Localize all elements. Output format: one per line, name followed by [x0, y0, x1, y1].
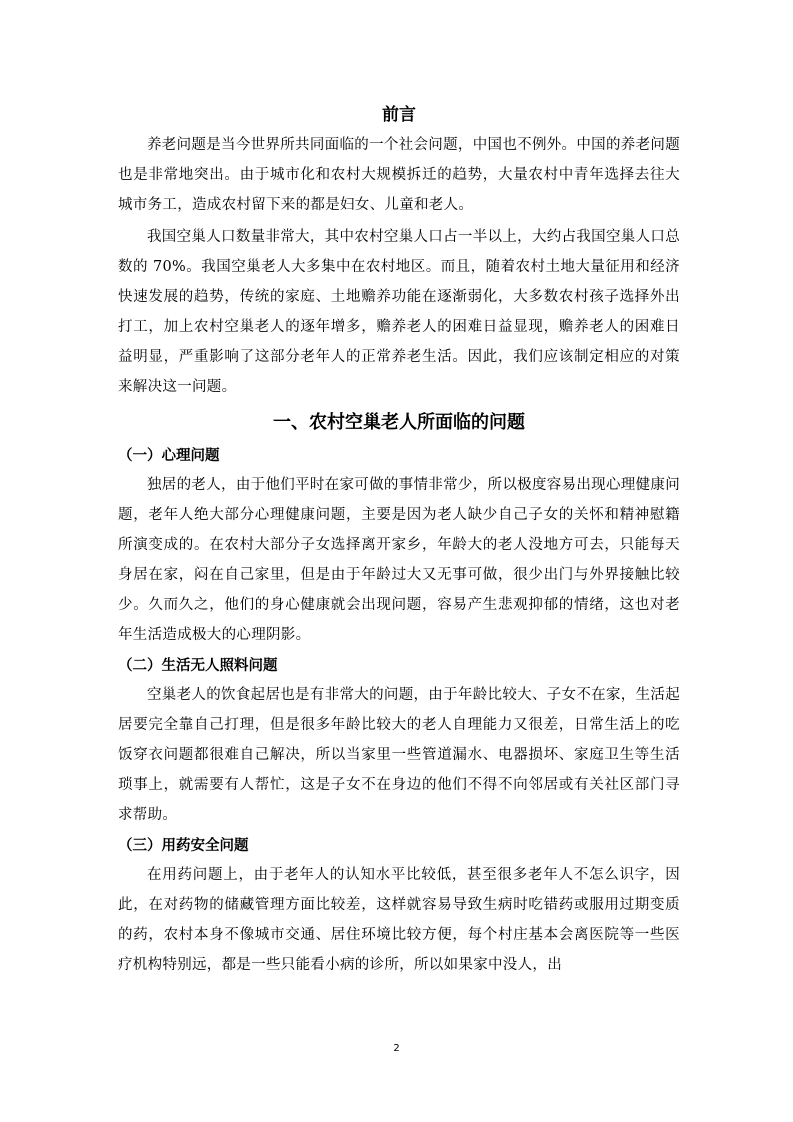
- subsection-1-title: （一）心理问题: [118, 448, 220, 464]
- subsection-1-paragraph: 独居的老人，由于他们平时在家可做的事情非常少，所以极度容易出现心理健康问题，老年人绝大部分心理健康问题，主要是因为老人缺少自己子女的关怀和精神慰籍所演变成的。在农村大部分子女选择离开家乡，年龄大的老人没地方可去，只能每天身居在家，闷在自己家里，但是由于年龄过大又无事可做，很少出门与外界接触比较少。久而久之，他们的身心健康就会出现问题，容易产生悲观抑郁的情绪，这也对老年生活造成极大的心理阴影。: [118, 477, 680, 643]
- preface-title: 前言: [382, 105, 416, 125]
- preface-paragraph-2: 我国空巢人口数量非常大，其中农村空巢人口占一半以上，大约占我国空巢人口总数的 70%。我国空巢老人大多集中在农村地区。而且，随着农村土地大量征用和经济快速发展的趋势，传统的家庭、土地赡养功能在逐渐弱化，大多数农村孩子选择外出打工，加上农村空巢老人的逐年增多，赡养老人的困难日益显现，赡养老人的困难日益明显，严重影响了这部分老年人的正常养老生活。因此，我们应该制定相应的对策来解决这一问题。: [118, 229, 680, 395]
- page-content: [118, 100, 680, 982]
- subsection-2-paragraph: 空巢老人的饮食起居也是有非常大的问题，由于年龄比较大、子女不在家，生活起居要完全靠自己打理，但是很多年龄比较大的老人自理能力又很差，日常生活上的吃饭穿衣问题都很难自己解决，所以当家里一些管道漏水、电器损坏、家庭卫生等生活琐事上，就需要有人帮忙，这是子女不在身边的他们不得不向邻居或有关社区部门寻求帮助。: [118, 687, 680, 823]
- page-number: 2: [393, 1043, 400, 1054]
- subsection-2-title: （二）生活无人照料问题: [118, 658, 278, 674]
- section-1-title: 一、农村空巢老人所面临的问题: [273, 412, 525, 433]
- subsection-3-title: （三）用药安全问题: [118, 838, 249, 854]
- subsection-3-paragraph: 在用药问题上，由于老年人的认知水平比较低，甚至很多老年人不怎么识字，因此，在对药物的储藏管理方面比较差，这样就容易导致生病时吃错药或服用过期变质的药，农村本身不像城市交通、居住环境比较方便，每个村庄基本会离医院等一些医疗机构特别远，都是一些只能看小病的诊所，所以如果家中没人，出: [118, 867, 680, 973]
- preface-paragraph-1: 养老问题是当今世界所共同面临的一个社会问题，中国也不例外。中国的养老问题也是非常地突出。由于城市化和农村大规模拆迁的趋势，大量农村中青年选择去往大城市务工，造成农村留下来的都是妇女、儿童和老人。: [118, 137, 680, 213]
